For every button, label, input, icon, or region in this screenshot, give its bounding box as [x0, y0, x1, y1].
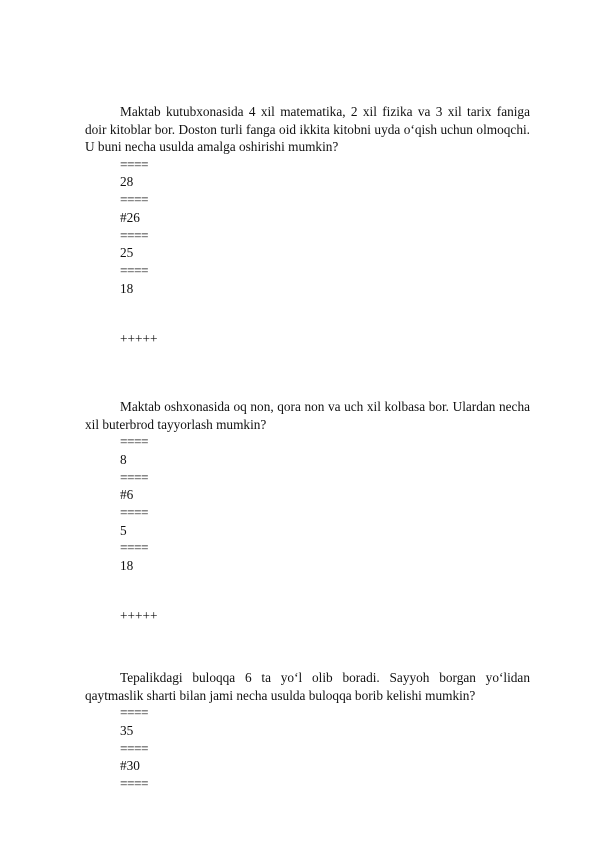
answer-option: 18	[120, 280, 134, 296]
separator: ====	[120, 434, 148, 450]
separator: ====	[120, 156, 148, 172]
answer-option-correct: #30	[120, 758, 140, 774]
separator: ====	[120, 740, 148, 756]
separator: ====	[120, 540, 148, 556]
question-2	[85, 398, 530, 575]
answer-option-correct: #26	[120, 209, 140, 225]
separator: ====	[120, 227, 148, 243]
separator: ====	[120, 505, 148, 520]
answer-option: 5	[120, 522, 127, 538]
question-3	[85, 669, 530, 793]
end-marker: +++++	[120, 331, 158, 346]
answer-option: 18	[120, 558, 134, 574]
separator: ====	[120, 192, 148, 208]
separator: ====	[120, 705, 148, 721]
answer-option-correct: #6	[120, 487, 134, 503]
question-text: Maktab kutubxonasida 4 xil matematika, 2 xil fizika va 3 xil tarix faniga doir kitoblar bor. Doston turli fanga oid ikkita kitobni uyda o‘qish uchun olmoqchi. U buni necha usulda amalga oshirishi mumkin?	[85, 104, 530, 155]
separator: ====	[120, 776, 148, 791]
answer-option: 28	[120, 174, 134, 190]
answer-option: 25	[120, 245, 134, 261]
separator: ====	[120, 263, 148, 278]
question-text: Tepalikdagi buloqqa 6 ta yo‘l olib boradi. Sayyoh borgan yo‘lidan qaytmaslik sharti bilan jami necha usulda buloqqa borib kelishi mumkin?	[85, 670, 530, 703]
answer-option: 8	[120, 451, 127, 467]
question-text: Maktab oshxonasida oq non, qora non va uch xil kolbasa bor. Ulardan necha xil buterbrod tayyorlash mumkin?	[85, 399, 530, 432]
question-1	[85, 103, 530, 297]
separator: ====	[120, 469, 148, 485]
end-marker: +++++	[120, 608, 158, 623]
answer-option: 35	[120, 722, 134, 738]
